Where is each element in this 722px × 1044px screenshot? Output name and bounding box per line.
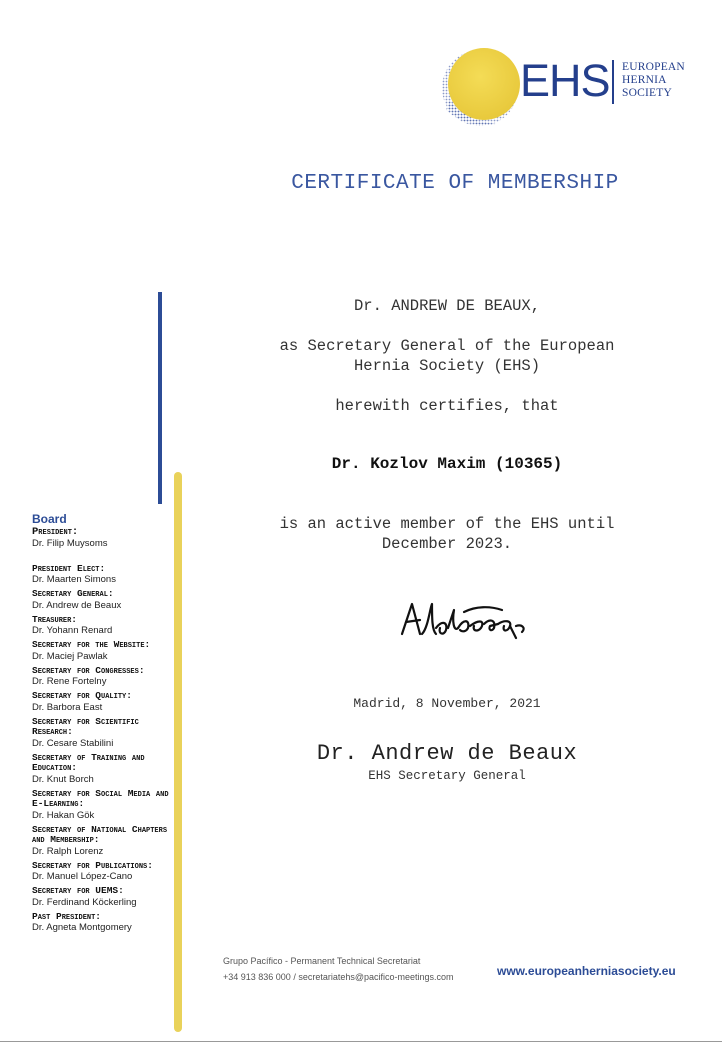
board-role: President Elect: bbox=[32, 562, 106, 574]
board-member-name: Dr. Rene Fortelny bbox=[32, 676, 107, 687]
board-member-name: Dr. Barbora East bbox=[32, 701, 103, 713]
board-role: Secretary for the Website: bbox=[32, 639, 151, 650]
board-member-name: Dr. Cesare Stabilini bbox=[32, 737, 114, 749]
board-role: Secretary for Scientific Research: bbox=[32, 715, 139, 737]
status-line-1: is an active member of the EHS until bbox=[279, 515, 615, 533]
board-role: Past President: bbox=[32, 910, 102, 922]
board-member-name: Dr. Maciej Pawlak bbox=[32, 650, 108, 662]
board-member-name: Dr. Hakan Gök bbox=[32, 809, 95, 821]
board-member-name: Dr. Agneta Montgomery bbox=[32, 922, 132, 933]
board-list bbox=[32, 512, 172, 937]
footer-line-2: +34 913 836 000 / secretariatehs@pacifico-meetings.com bbox=[223, 972, 454, 982]
board-role: Secretary for UEMS: bbox=[32, 885, 124, 896]
board-role: Secretary for Publications: bbox=[32, 859, 153, 871]
footer-secretariat bbox=[223, 953, 454, 985]
logo-divider bbox=[612, 60, 614, 104]
status-line-2: December 2023. bbox=[381, 535, 513, 553]
logo-acronym: EHS bbox=[520, 55, 610, 106]
logo-society-name bbox=[622, 61, 685, 100]
role-line-2: Hernia Society (EHS) bbox=[353, 357, 541, 375]
board-member-name: Dr. Maarten Simons bbox=[32, 574, 116, 585]
member-name: Dr. Kozlov Maxim (10365) bbox=[331, 455, 563, 473]
board-role: Secretary for Quality: bbox=[32, 690, 132, 701]
board-member-name: Dr. Knut Borch bbox=[32, 773, 94, 785]
logo-line-2: HERNIA bbox=[622, 74, 667, 86]
certifier-line: Dr. ANDREW DE BEAUX, bbox=[353, 297, 541, 315]
board-member-name: Dr. Andrew de Beaux bbox=[32, 599, 122, 611]
logo-line-3: SOCIETY bbox=[622, 87, 672, 99]
certificate-title: CERTIFICATE OF MEMBERSHIP bbox=[291, 172, 619, 195]
board-member-name: Dr. Ferdinand Köckerling bbox=[32, 896, 137, 908]
signer-role: EHS Secretary General bbox=[368, 769, 526, 783]
issue-date: Madrid, 8 November, 2021 bbox=[353, 696, 541, 711]
signer-name: Dr. Andrew de Beaux bbox=[316, 741, 578, 766]
handwritten-signature bbox=[398, 598, 534, 646]
bottom-rule bbox=[0, 1041, 722, 1042]
board-member-name: Dr. Yohann Renard bbox=[32, 625, 113, 636]
board-role: Secretary General: bbox=[32, 588, 114, 599]
board-member-name: Dr. Manuel López-Cano bbox=[32, 871, 133, 882]
board-title: Board bbox=[32, 512, 67, 526]
logo-line-1: EUROPEAN bbox=[622, 61, 685, 73]
footer-website-link[interactable]: www.europeanherniasociety.eu bbox=[497, 964, 676, 978]
role-line-1: as Secretary General of the European bbox=[279, 337, 615, 355]
certifies-line: herewith certifies, that bbox=[335, 397, 559, 415]
board-role: Secretary of Training and Education: bbox=[32, 751, 145, 773]
board-member-name: Dr. Ralph Lorenz bbox=[32, 845, 104, 857]
blue-accent-line bbox=[158, 292, 162, 504]
board-role: President: bbox=[32, 526, 79, 538]
yellow-accent-line bbox=[174, 472, 182, 1032]
board-role: Treasurer: bbox=[32, 613, 78, 625]
board-role: Secretary of National Chapters and Membership: bbox=[32, 823, 168, 845]
board-role: Secretary for Congresses: bbox=[32, 664, 145, 676]
board-member-name: Dr. Filip Muysoms bbox=[32, 537, 108, 549]
footer-line-1: Grupo Pacífico - Permanent Technical Secretariat bbox=[223, 956, 421, 966]
board-role: Secretary for Social Media and E-Learning: bbox=[32, 787, 169, 809]
